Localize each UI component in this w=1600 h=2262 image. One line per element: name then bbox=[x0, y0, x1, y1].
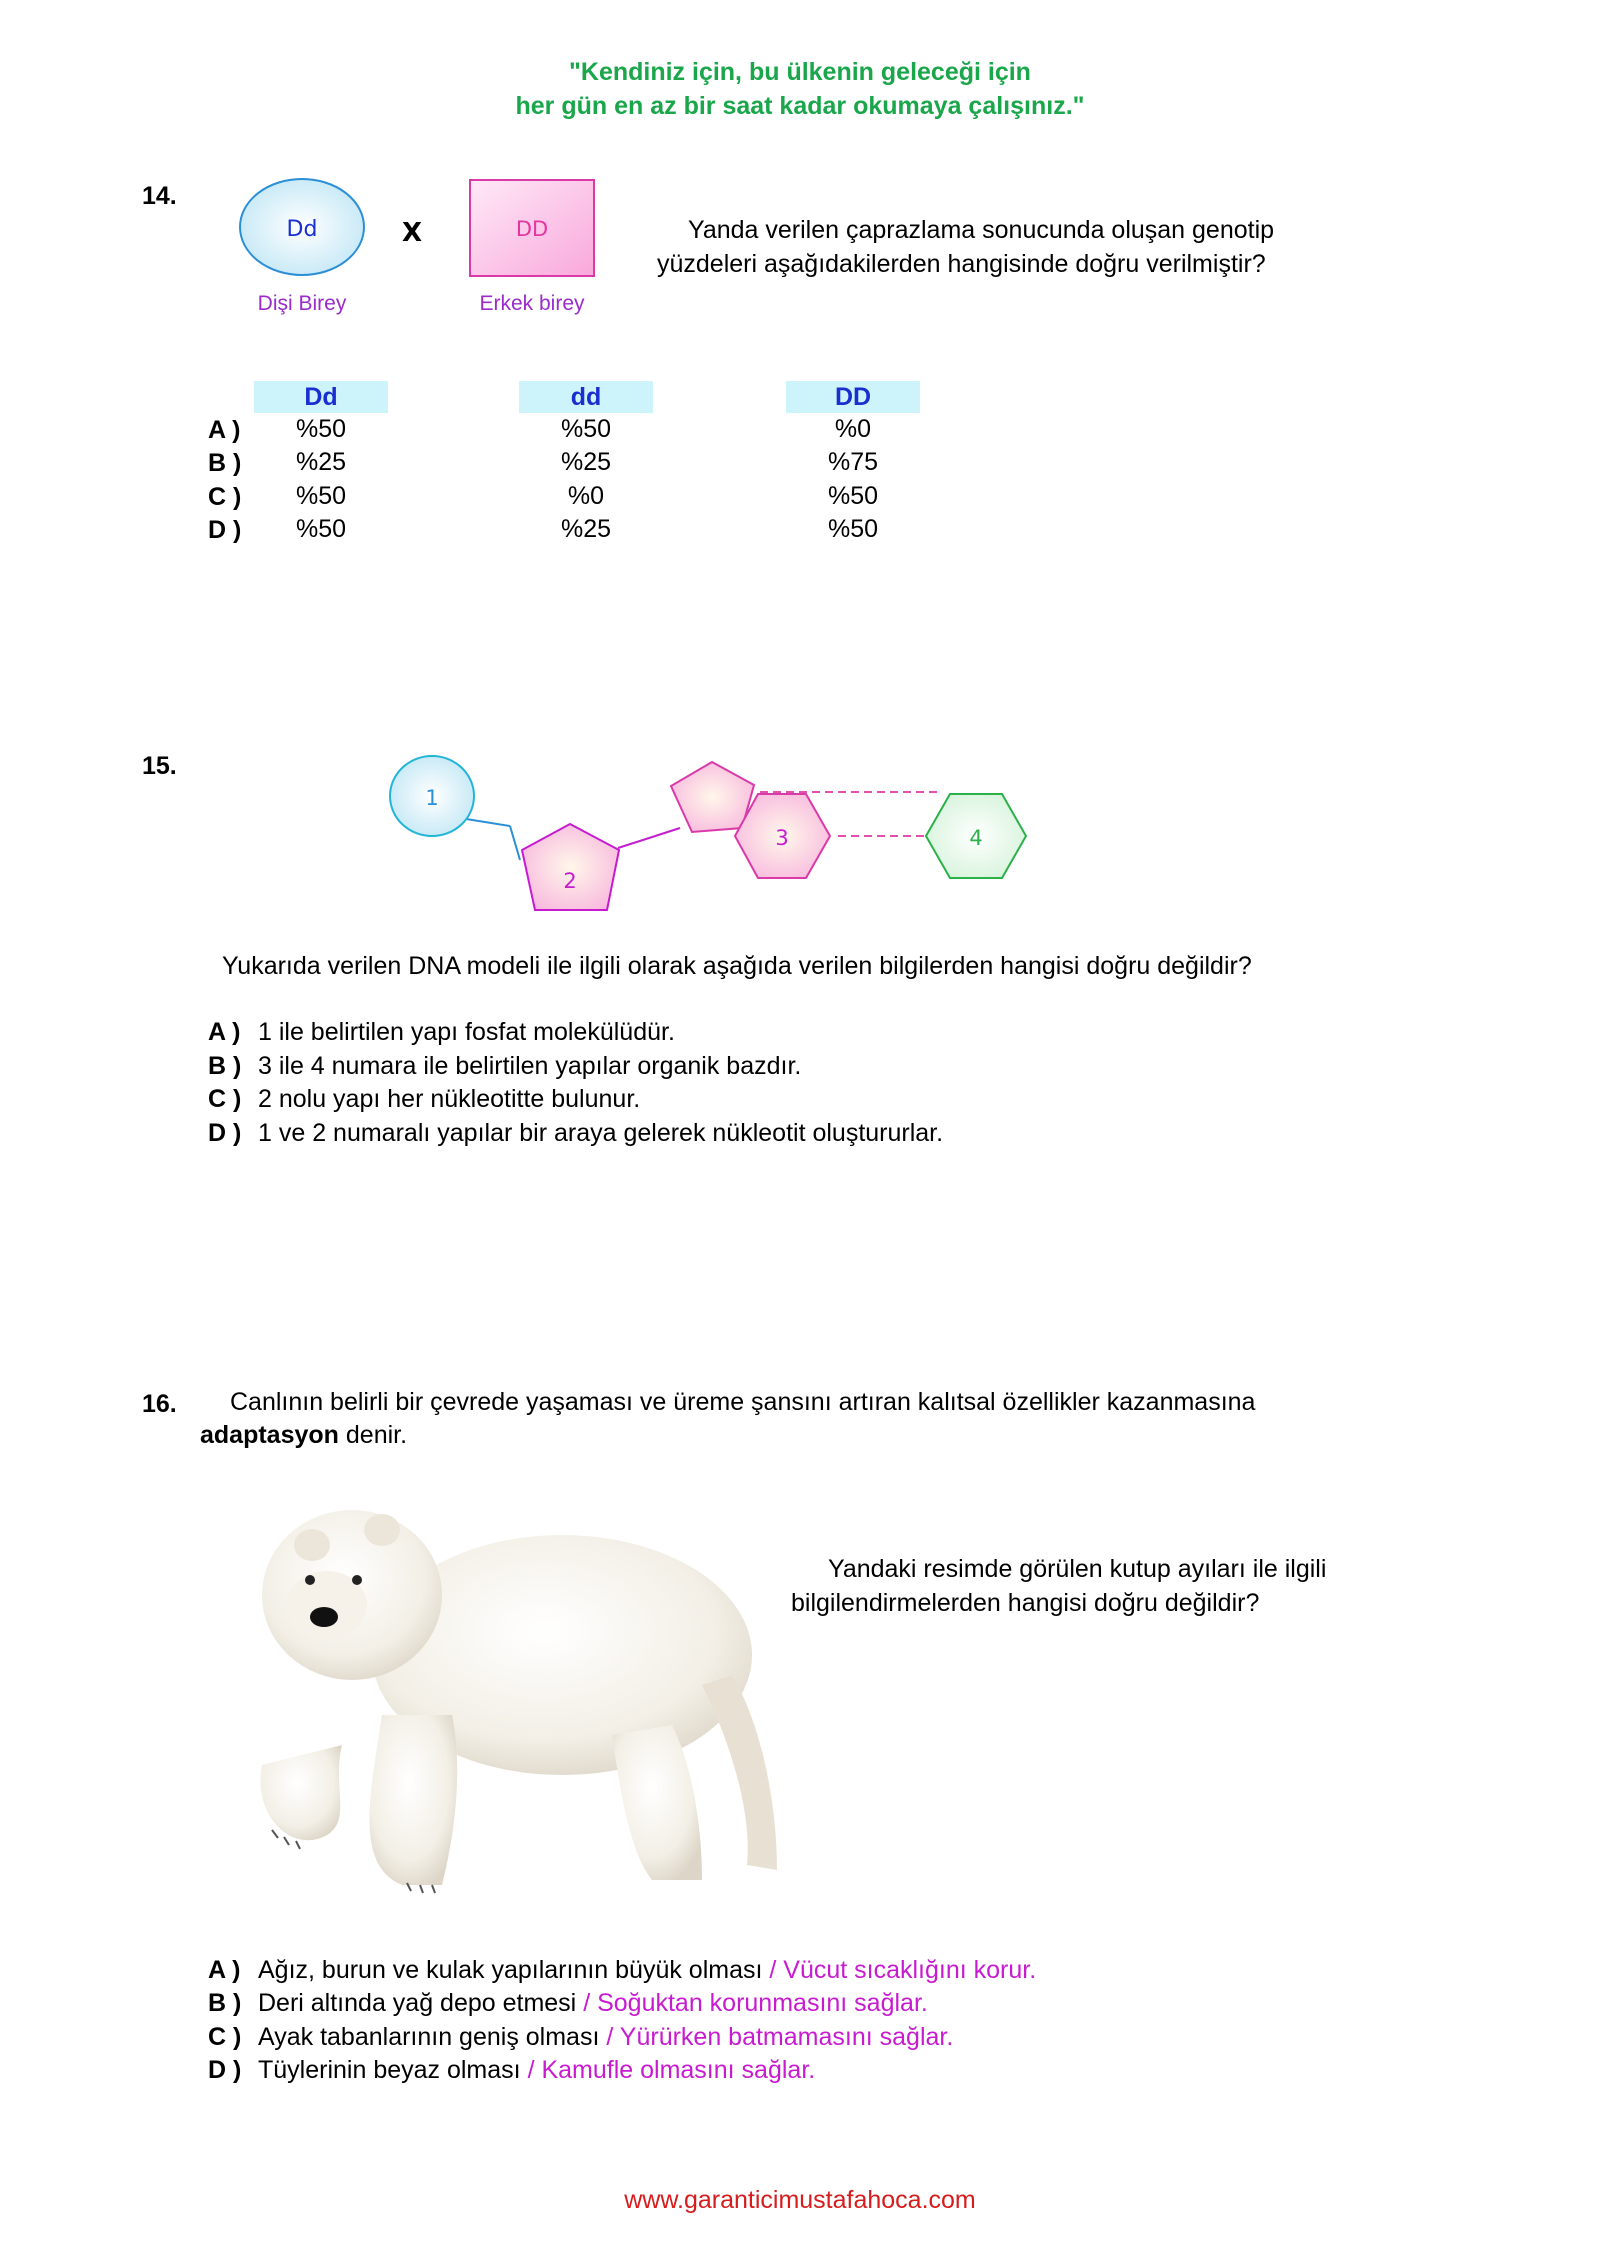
motto-line-1: "Kendiniz için, bu ülkenin geleceği için bbox=[569, 58, 1031, 86]
option-b-text[interactable]: 3 ile 4 numara ile belirtilen yapılar organik bazdır. bbox=[258, 1052, 802, 1080]
table-head-dd-upper: Dd bbox=[254, 381, 388, 413]
table-cell: %25 bbox=[560, 515, 612, 543]
diagram-label-3: 3 bbox=[775, 826, 789, 850]
footer-url[interactable]: www.garanticimustafahoca.com bbox=[624, 2186, 976, 2214]
option-letter[interactable]: B ) bbox=[208, 449, 242, 477]
question-14-line-2: yüzdeleri aşağıdakilerden hangisinde doğru verilmiştir? bbox=[657, 250, 1266, 278]
polar-bear-image bbox=[232, 1485, 780, 1905]
table-cell: %50 bbox=[295, 515, 347, 543]
adaptasyon-term: adaptasyon bbox=[200, 1421, 339, 1449]
question-14-line-1: Yanda verilen çaprazlama sonucunda oluşan genotip bbox=[688, 216, 1275, 244]
option-a-main: Ağız, burun ve kulak yapılarının büyük olması bbox=[258, 1956, 763, 1984]
option-letter[interactable]: C ) bbox=[208, 483, 242, 511]
connector-2-sugar bbox=[618, 828, 680, 848]
option-c-main: Ayak tabanlarının geniş olması bbox=[258, 2023, 600, 2051]
option-b-letter[interactable]: B ) bbox=[208, 1989, 242, 2017]
table-head-dd-lower: dd bbox=[519, 381, 653, 413]
option-a-text[interactable]: 1 ile belirtilen yapı fosfat molekülüdür. bbox=[258, 1018, 675, 1046]
table-cell: %0 bbox=[567, 482, 605, 510]
table-head-dd-homozygous: DD bbox=[786, 381, 920, 413]
female-label: Dişi Birey bbox=[257, 292, 347, 315]
question-16-line-1: Yandaki resimde görülen kutup ayıları ile ilgili bbox=[828, 1555, 1327, 1583]
question-14-number: 14. bbox=[142, 182, 177, 210]
table-cell: %25 bbox=[295, 448, 347, 476]
option-b-letter[interactable]: B ) bbox=[208, 1052, 242, 1080]
cross-symbol: X bbox=[401, 218, 423, 248]
question-16-intro-line-1: Canlının belirli bir çevrede yaşaması ve üreme şansını artıran kalıtsal özellikler kazanmasına bbox=[230, 1388, 1256, 1416]
table-cell: %25 bbox=[560, 448, 612, 476]
table-cell: %50 bbox=[827, 482, 879, 510]
upper-pentagon bbox=[671, 762, 754, 832]
dna-model-diagram bbox=[380, 750, 1040, 920]
diagram-label-2: 2 bbox=[563, 869, 577, 893]
option-c-text[interactable]: 2 nolu yapı her nükleotitte bulunur. bbox=[258, 1085, 641, 1113]
option-a-letter[interactable]: A ) bbox=[208, 1956, 241, 1984]
option-a-text[interactable] bbox=[258, 1954, 1036, 1987]
table-cell: %50 bbox=[295, 415, 347, 443]
diagram-label-1: 1 bbox=[425, 786, 439, 810]
connector-1-2b bbox=[510, 826, 520, 860]
table-cell: %50 bbox=[560, 415, 612, 443]
male-label: Erkek birey bbox=[479, 292, 585, 315]
intro-rest: denir. bbox=[338, 1421, 408, 1449]
option-d-letter[interactable]: D ) bbox=[208, 1119, 242, 1147]
table-cell: %75 bbox=[827, 448, 879, 476]
option-d-main: Tüylerinin beyaz olması bbox=[258, 2056, 521, 2084]
female-genotype: Dd bbox=[286, 217, 318, 242]
question-16-intro-line-2 bbox=[200, 1419, 407, 1452]
option-c-note: / Yürürken batmamasını sağlar. bbox=[599, 2023, 954, 2051]
option-letter[interactable]: A ) bbox=[208, 416, 241, 444]
option-d-text[interactable]: 1 ve 2 numaralı yapılar bir araya gelerek nükleotit oluştururlar. bbox=[258, 1119, 944, 1147]
option-d-letter[interactable]: D ) bbox=[208, 2056, 242, 2084]
male-genotype: DD bbox=[515, 217, 549, 241]
question-16-number: 16. bbox=[142, 1390, 177, 1418]
option-c-letter[interactable]: C ) bbox=[208, 1085, 242, 1113]
diagram-label-4: 4 bbox=[969, 826, 983, 850]
question-16-line-2: bilgilendirmelerden hangisi doğru değildir? bbox=[791, 1589, 1260, 1617]
question-15-text: Yukarıda verilen DNA modeli ile ilgili olarak aşağıda verilen bilgilerden hangisi doğru değildir? bbox=[222, 952, 1252, 980]
question-15-number: 15. bbox=[142, 752, 177, 780]
option-c-letter[interactable]: C ) bbox=[208, 2023, 242, 2051]
option-b-note: / Soğuktan korunmasını sağlar. bbox=[576, 1989, 928, 2017]
table-cell: %50 bbox=[295, 482, 347, 510]
option-b-main: Deri altında yağ depo etmesi bbox=[258, 1989, 577, 2017]
option-c-text[interactable] bbox=[258, 2021, 953, 2054]
option-b-text[interactable] bbox=[258, 1987, 928, 2020]
option-d-note: / Kamufle olmasını sağlar. bbox=[520, 2056, 816, 2084]
sugar-pentagon bbox=[522, 824, 619, 910]
option-letter[interactable]: D ) bbox=[208, 516, 242, 544]
option-d-text[interactable] bbox=[258, 2054, 815, 2087]
table-cell: %0 bbox=[834, 415, 872, 443]
option-a-letter[interactable]: A ) bbox=[208, 1018, 241, 1046]
table-cell: %50 bbox=[827, 515, 879, 543]
motto-line-2: her gün en az bir saat kadar okumaya çalışınız." bbox=[515, 92, 1085, 120]
option-a-note: / Vücut sıcaklığını korur. bbox=[762, 1956, 1037, 1984]
